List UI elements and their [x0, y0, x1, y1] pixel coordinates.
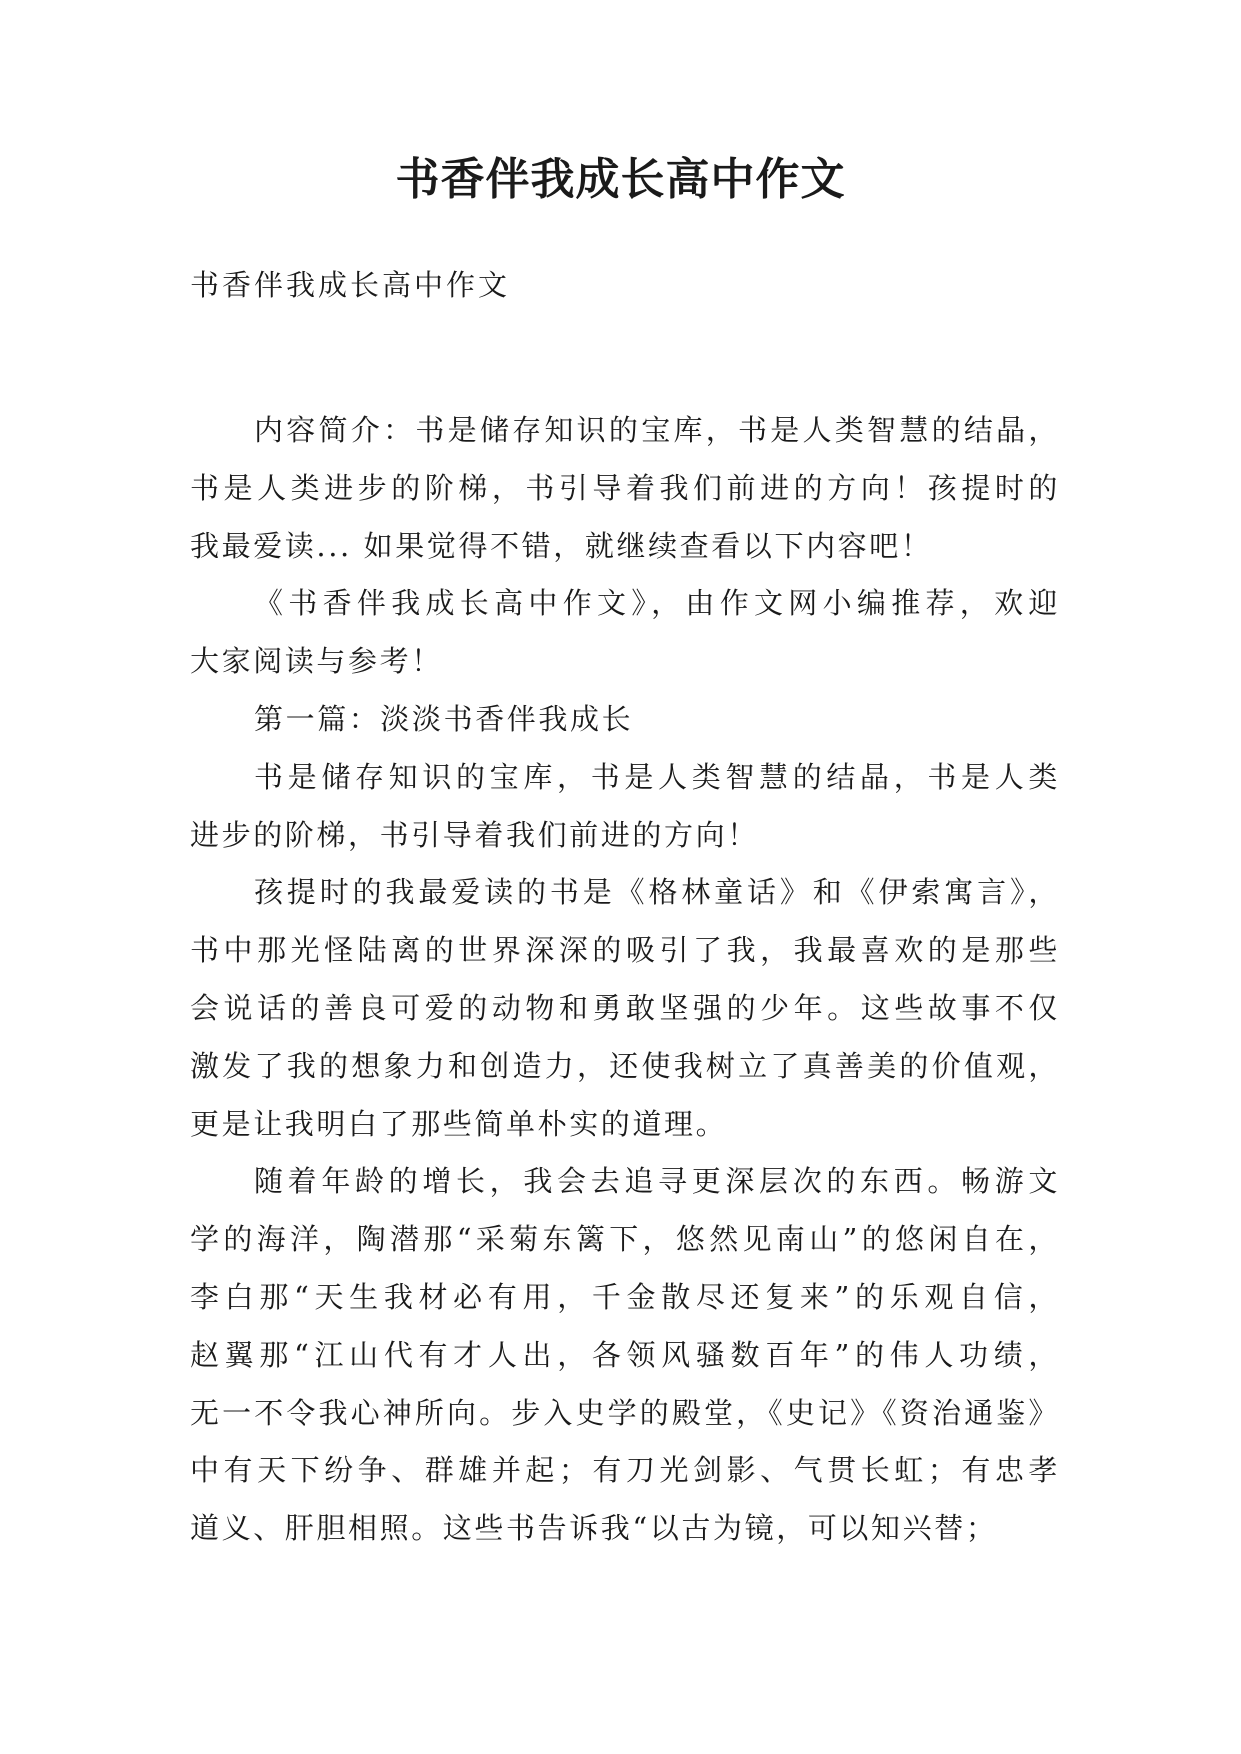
- paragraph-line: 中有天下纷争、群雄并起；有刀光剑影、气贯长虹；有忠孝: [190, 1453, 1060, 1488]
- document-body: [190, 402, 1060, 1558]
- paragraph-line: 无一不令我心神所向。步入史学的殿堂，《史记》《资治通鉴》: [190, 1395, 1060, 1430]
- paragraph-line: 我最爱读... 如果觉得不错，就继续查看以下内容吧！: [190, 528, 933, 563]
- paragraph: [190, 575, 1060, 691]
- paragraph-line: 赵翼那“江山代有才人出，各领风骚数百年”的伟人功绩，: [190, 1337, 1060, 1372]
- paragraph-line: 大家阅读与参考！: [190, 644, 443, 679]
- paragraph: [190, 1153, 1060, 1558]
- paragraph-line: 会说话的善良可爱的动物和勇敢坚强的少年。这些故事不仅: [190, 990, 1060, 1025]
- paragraph-line: 激发了我的想象力和创造力，还使我树立了真善美的价值观，: [190, 1048, 1060, 1083]
- paragraph: [190, 749, 1060, 865]
- paragraph: [190, 402, 1060, 575]
- paragraph-line: 学的海洋，陶潜那“采菊东篱下，悠然见南山”的悠闲自在，: [190, 1222, 1060, 1257]
- paragraph-line: 孩提时的我最爱读的书是《格林童话》和《伊索寓言》，: [254, 875, 1060, 910]
- paragraph-line: 《书香伴我成长高中作文》，由作文网小编推荐，欢迎: [254, 586, 1060, 621]
- paragraph-line: 第一篇：淡淡书香伴我成长: [254, 701, 634, 736]
- document-subtitle: 书香伴我成长高中作文: [190, 268, 511, 302]
- paragraph-line: 随着年龄的增长，我会去追寻更深层次的东西。畅游文: [254, 1164, 1060, 1199]
- paragraph-line: 内容简介：书是储存知识的宝库，书是人类智慧的结晶，: [254, 413, 1060, 447]
- paragraph-line: 更是让我明白了那些简单朴实的道理。: [190, 1106, 728, 1141]
- document-title: 书香伴我成长高中作文: [395, 154, 846, 205]
- paragraph-line: 书是人类进步的阶梯，书引导着我们前进的方向！孩提时的: [190, 470, 1060, 505]
- paragraph: [190, 864, 1060, 1153]
- paragraph-line: 李白那“天生我材必有用，千金散尽还复来”的乐观自信，: [190, 1279, 1060, 1314]
- paragraph-line: 进步的阶梯，书引导着我们前进的方向！: [190, 817, 759, 852]
- paragraph: [190, 691, 1060, 749]
- paragraph-line: 书中那光怪陆离的世界深深的吸引了我，我最喜欢的是那些: [190, 933, 1060, 968]
- paragraph-line: 道义、肝胆相照。这些书告诉我“以古为镜，可以知兴替；: [190, 1511, 998, 1546]
- paragraph-line: 书是储存知识的宝库，书是人类智慧的结晶，书是人类: [254, 759, 1060, 794]
